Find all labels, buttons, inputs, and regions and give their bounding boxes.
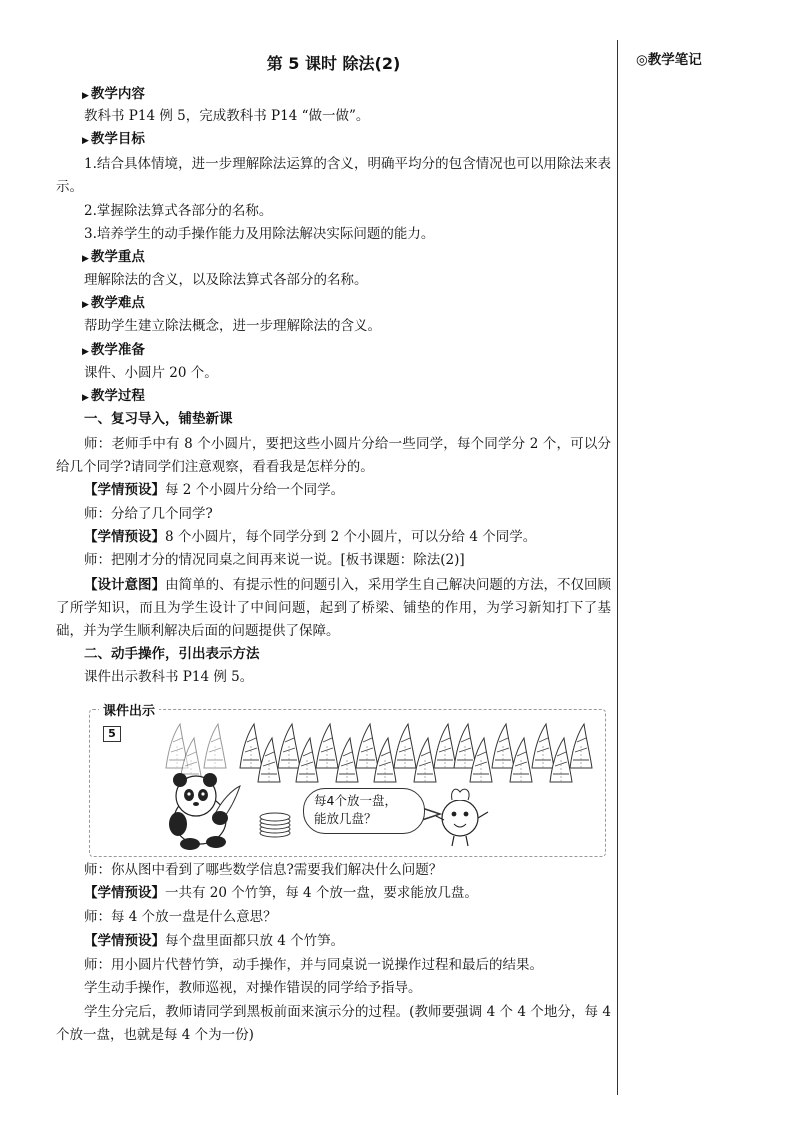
para-2: 【学情预设】每 2 个小圆片分给一个同学。 [84,482,345,498]
para-4: 【学情预设】8 个小圆片，每个同学分到 2 个小圆片，可以分给 4 个同学。 [84,529,537,545]
example-number: 5 [103,726,121,742]
plates-stack [260,813,290,837]
para-13: 学生动手操作，教师巡视，对操作错误的同学给予指导。 [84,980,422,996]
para-11: 【学情预设】每个盘里面都只放 4 个竹笋。 [84,933,345,949]
heading-process: ▶ 教学过程 [82,388,145,404]
para-3: 师：分给了几个同学? [84,506,213,522]
part2-title: 二、动手操作，引出表示方法 [84,646,260,662]
speech-text: 每4个放一盘， 能放几盘？ [314,793,397,826]
prep-text: 课件、小圆片 20 个。 [84,365,218,381]
difficulty-text: 帮助学生建立除法概念，进一步理解除法的含义。 [84,318,381,334]
triangle-icon: ▶ [82,393,89,403]
triangle-icon: ▶ [82,300,89,310]
panda-figure [169,773,240,850]
fruit-character [436,789,488,846]
heading-key: ▶ 教学重点 [82,249,145,265]
goal-2: 2.掌握除法算式各部分的名称。 [84,203,273,219]
part1-title: 一、复习导入，铺垫新课 [84,411,233,427]
notes-divider [617,40,618,1095]
para-14: 学生分完后，教师请同学到黑板前面来演示分的过程。(教师要强调 4 个 4 个地分，每 4 个放一盘，也就是每 4 个为一份) [56,1004,611,1043]
triangle-icon: ▶ [82,136,89,146]
triangle-icon: ▶ [82,347,89,357]
para-8: 师：你从图中看到了哪些数学信息?需要我们解决什么问题？ [84,862,443,878]
para-5: 师：把刚才分的情况同桌之间再来说一说。[板书课题：除法(2)] [84,552,465,568]
key-text: 理解除法的含义，以及除法算式各部分的名称。 [84,272,368,288]
para-7: 课件出示教科书 P14 例 5。 [84,669,254,685]
para-10: 师：每 4 个放一盘是什么意思？ [84,909,277,925]
para-9: 【学情预设】一共有 20 个竹笋，每 4 个放一盘，要求能放几盘。 [84,885,478,901]
para-1: 师：老师手中有 8 个小圆片，要把这些小圆片分给一些同学，每个同学分 2 个，可以分给几个同学?请同学们注意观察，看看我是怎样分的。 [56,436,611,475]
goal-3: 3.培养学生的动手操作能力及用除法解决实际问题的能力。 [84,226,435,242]
figure-label: 课件出示 [99,700,159,719]
triangle-icon: ▶ [82,91,89,101]
para-6: 【设计意图】由简单的、有提示性的问题引入，采用学生自己解决问题的方法，不仅回顾了所学知识，而且为学生设计了中间问题，起到了桥梁、铺垫的作用，为学习新知打下了基础，并为学生顺利解决后面的问题提供了保障。 [56,577,612,639]
goal-1: 1.结合具体情境，进一步理解除法运算的含义，明确平均分的包含情况也可以用除法来表示。 [56,156,611,195]
heading-difficulty: ▶ 教学难点 [82,295,145,311]
heading-content: ▶ 教学内容 [82,86,145,102]
heading-prep: ▶ 教学准备 [82,342,145,358]
notes-title: ◎教学笔记 [636,52,702,68]
para-12: 师：用小圆片代替竹笋，动手操作，并与同桌说一说操作过程和最后的结果。 [84,957,543,973]
page-title: 第 5 课时 除法(2) [266,54,401,73]
content-text: 教科书 P14 例 5，完成教科书 P14 “做一做”。 [84,108,370,124]
triangle-icon: ▶ [82,254,89,264]
heading-goals: ▶ 教学目标 [82,131,145,147]
